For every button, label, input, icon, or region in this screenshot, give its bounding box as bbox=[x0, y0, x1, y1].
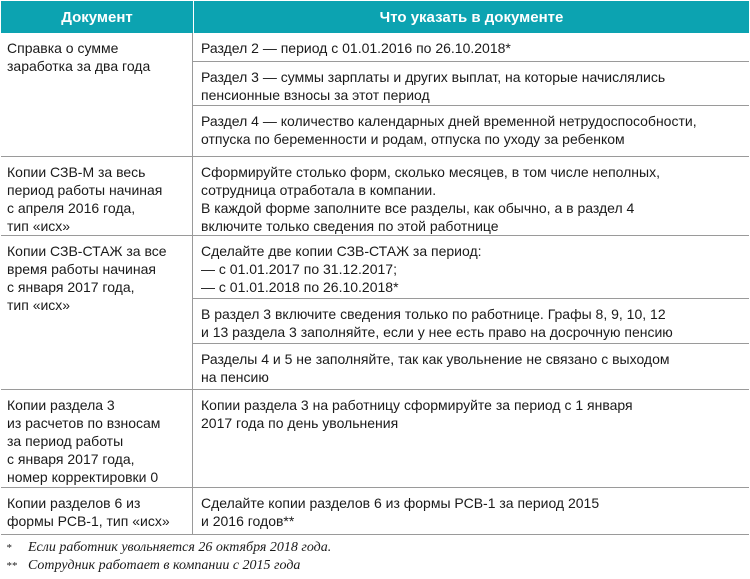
document-line: время работы начиная bbox=[7, 261, 156, 277]
instruction-line: Сформируйте столько форм, сколько месяцев, в том числе неполных, bbox=[201, 164, 660, 180]
document-line: период работы начиная bbox=[7, 182, 163, 198]
instruction-cell bbox=[193, 390, 749, 436]
instruction-cell bbox=[193, 488, 749, 534]
document-line: из расчетов по взносам bbox=[7, 415, 161, 431]
instruction-line: Раздел 2 — период с 01.01.2016 по 26.10.2018* bbox=[201, 40, 511, 56]
table-row bbox=[1, 390, 749, 488]
document-line: номер корректировки 0 bbox=[7, 469, 159, 485]
document-line: Копии СЗВ-СТАЖ за все bbox=[7, 243, 167, 259]
table-header bbox=[1, 1, 749, 33]
instruction-cell bbox=[193, 236, 749, 299]
instruction-line: отпуска по беременности и родам, отпуска по уходу за ребенком bbox=[201, 131, 625, 147]
instruction-line: на пенсию bbox=[201, 369, 269, 385]
instruction-line: 2017 года по день увольнения bbox=[201, 415, 399, 431]
instruction-line: Сделайте две копии СЗВ-СТАЖ за период: bbox=[201, 243, 482, 259]
instruction-line: В раздел 3 включите сведения только по работнице. Графы 8, 9, 10, 12 bbox=[201, 306, 666, 322]
header-what-to-specify: Что указать в документе bbox=[379, 8, 564, 26]
footnote-text: Сотрудник работает в компании с 2015 года bbox=[28, 558, 301, 573]
document-line: заработка за два года bbox=[7, 58, 151, 74]
footnote-text: Если работник увольняется 26 октября 2018 года. bbox=[28, 540, 332, 555]
document-cell bbox=[1, 157, 193, 235]
instruction-line: Раздел 3 — суммы зарплаты и других выплат, на которые начислялись bbox=[201, 69, 666, 85]
instruction-line: пенсионные взносы за этот период bbox=[201, 87, 430, 103]
table-row bbox=[1, 236, 749, 390]
document-cell bbox=[1, 33, 193, 156]
table-row bbox=[1, 33, 749, 157]
document-line: за период работы bbox=[7, 433, 124, 449]
instruction-line: Сделайте копии разделов 6 из формы РСВ-1 за период 2015 bbox=[201, 495, 600, 511]
instruction-line: В каждой форме заполните все разделы, как обычно, а в раздел 4 bbox=[201, 200, 635, 216]
footnotes bbox=[6, 539, 331, 575]
document-line: Копии разделов 6 из bbox=[7, 495, 141, 511]
document-line: тип «исх» bbox=[7, 297, 71, 313]
instruction-line: и 13 раздела 3 заполняйте, если у нее есть право на досрочную пенсию bbox=[201, 324, 673, 340]
instruction-line: — с 01.01.2018 по 26.10.2018* bbox=[201, 279, 399, 295]
instruction-line: включите только сведения по этой работнице bbox=[201, 218, 499, 234]
document-line: Справка о сумме bbox=[7, 40, 119, 56]
document-cell bbox=[1, 390, 193, 487]
instruction-cell bbox=[193, 344, 749, 389]
table-row bbox=[1, 488, 749, 535]
document-line: с апреля 2016 года, bbox=[7, 200, 136, 216]
instruction-cell bbox=[193, 62, 749, 106]
footnote bbox=[6, 557, 331, 575]
document-cell bbox=[1, 488, 193, 534]
document-line: тип «исх» bbox=[7, 218, 71, 234]
document-line: формы РСВ-1, тип «исх» bbox=[7, 513, 170, 529]
instruction-line: Раздел 4 — количество календарных дней временной нетрудоспособности, bbox=[201, 113, 697, 129]
instruction-line: Разделы 4 и 5 не заполняйте, так как увольнение не связано с выходом bbox=[201, 351, 670, 367]
table-row bbox=[1, 157, 749, 236]
footnote-mark: * bbox=[6, 542, 12, 554]
document-line: Копии СЗВ-М за весь bbox=[7, 164, 146, 180]
instruction-cell bbox=[193, 299, 749, 344]
document-line: с января 2017 года, bbox=[7, 451, 135, 467]
instruction-line: сотрудница отработала в компании. bbox=[201, 182, 437, 198]
instruction-cell bbox=[193, 33, 749, 62]
document-line: Копии раздела 3 bbox=[7, 397, 115, 413]
instruction-cell bbox=[193, 157, 749, 239]
instruction-line: Копии раздела 3 на работницу сформируйте за период с 1 января bbox=[201, 397, 633, 413]
instruction-line: и 2016 годов** bbox=[201, 513, 295, 529]
instruction-line: — с 01.01.2017 по 31.12.2017; bbox=[201, 261, 397, 277]
instruction-cell bbox=[193, 106, 749, 156]
document-cell bbox=[1, 236, 193, 389]
footnote-mark: ** bbox=[6, 560, 17, 572]
documents-table bbox=[1, 1, 749, 535]
footnote bbox=[6, 539, 331, 557]
document-line: с января 2017 года, bbox=[7, 279, 135, 295]
header-document: Документ bbox=[1, 1, 194, 33]
